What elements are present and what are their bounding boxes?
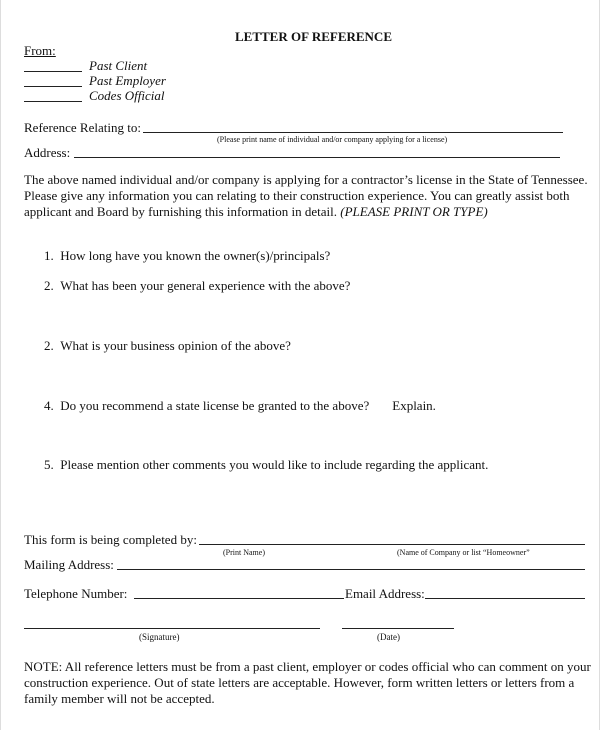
note-line-1: NOTE: All reference letters must be from a past client, employer or codes official who can comment on your (24, 659, 591, 674)
from-label: From: (24, 43, 56, 58)
address-field[interactable] (74, 157, 560, 158)
completed-by-label: This form is being completed by: (24, 532, 197, 547)
note-line-2: construction experience. Out of state letters are acceptable. However, form written letters or letters from a (24, 675, 575, 690)
company-hint: (Name of Company or list “Homeowner” (397, 548, 530, 557)
mailing-label: Mailing Address: (24, 557, 114, 572)
signature-field[interactable] (24, 628, 320, 629)
date-field[interactable] (342, 628, 454, 629)
page-title: LETTER OF REFERENCE (235, 29, 392, 44)
past-client-blank[interactable] (24, 71, 82, 72)
mailing-field[interactable] (117, 569, 585, 570)
email-label: Email Address: (345, 586, 425, 601)
reference-hint: (Please print name of individual and/or company applying for a license) (217, 135, 448, 144)
intro-line-1: The above named individual and/or company is applying for a contractor’s license in the State of Tennessee. (24, 172, 588, 187)
question-1: 1. How long have you known the owner(s)/principals? (44, 248, 331, 263)
telephone-field[interactable] (134, 598, 344, 599)
question-2: 2. What has been your general experience with the above? (44, 278, 351, 293)
email-field[interactable] (425, 598, 585, 599)
past-client-label: Past Client (89, 58, 148, 73)
codes-official-blank[interactable] (24, 101, 82, 102)
note-line-3: family member will not be accepted. (24, 691, 215, 706)
intro-emphasis: (PLEASE PRINT OR TYPE) (340, 204, 488, 219)
question-3: 2. What is your business opinion of the above? (44, 338, 291, 353)
past-employer-blank[interactable] (24, 86, 82, 87)
intro-line-3: applicant and Board by furnishing this information in detail. (24, 204, 338, 219)
telephone-label: Telephone Number: (24, 586, 128, 601)
question-5: 5. Please mention other comments you would like to include regarding the applicant. (44, 457, 489, 472)
question-4: 4. Do you recommend a state license be granted to the above? Explain. (44, 398, 436, 413)
address-label: Address: (24, 145, 71, 160)
print-name-hint: (Print Name) (223, 548, 265, 557)
date-label: (Date) (377, 632, 400, 642)
reference-label: Reference Relating to: (24, 120, 141, 135)
signature-label: (Signature) (139, 632, 180, 642)
codes-official-label: Codes Official (89, 88, 165, 103)
past-employer-label: Past Employer (89, 73, 166, 88)
intro-line-2: Please give any information you can relating to their construction experience. You can greatly assist both (24, 188, 570, 203)
